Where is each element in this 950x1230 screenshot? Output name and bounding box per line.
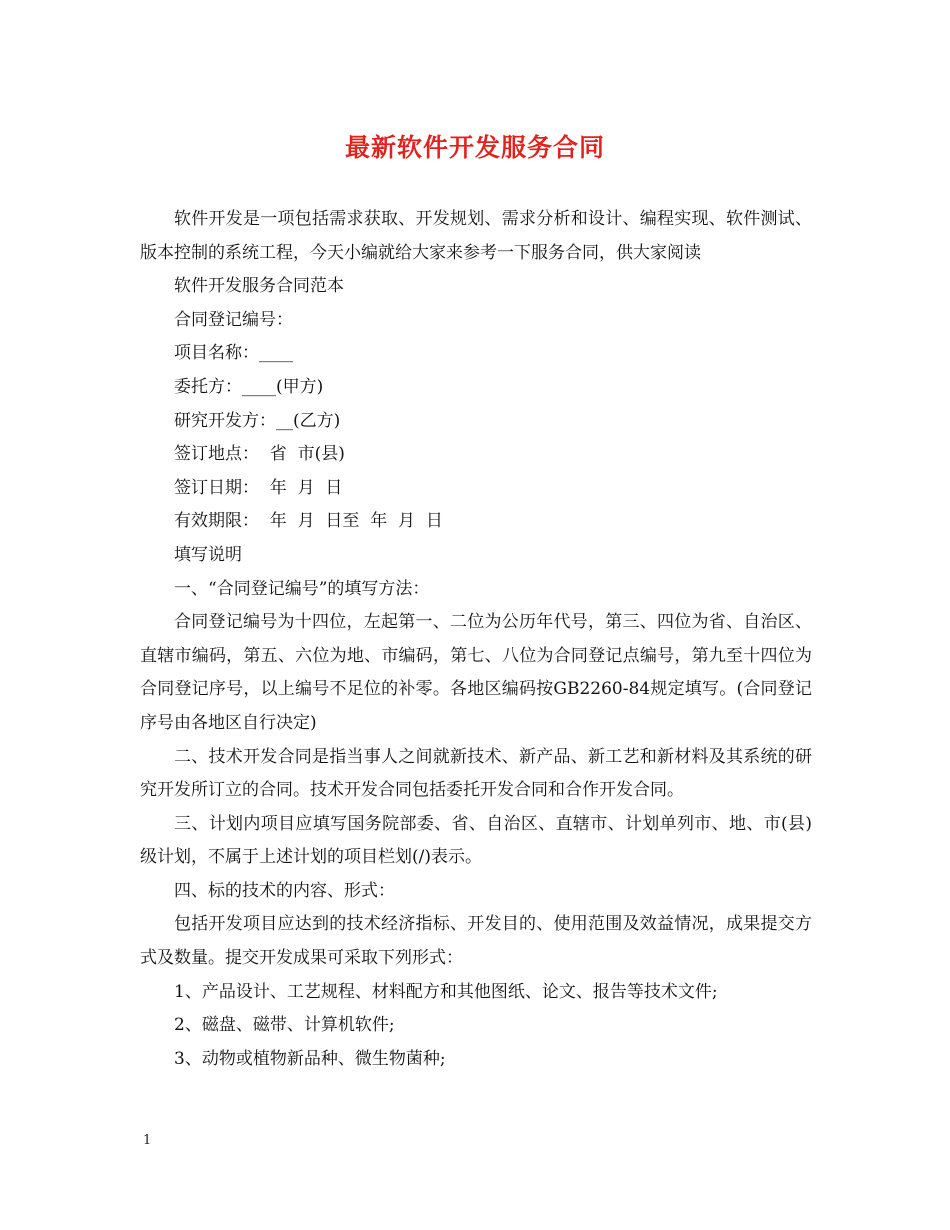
paragraph-developer: 研究开发方：__(乙方) — [174, 410, 341, 431]
list-item-3: 3、动物或植物新品种、微生物菌种; — [174, 1048, 446, 1069]
paragraph-intro: 软件开发是一项包括需求获取、开发规划、需求分析和设计、编程实现、软件测试、版本控制的系统工程，今天小编就给大家来参考一下服务合同，供大家阅读 — [140, 209, 812, 263]
paragraph-template-heading: 软件开发服务合同范本 — [174, 276, 344, 297]
paragraph-validity-period: 有效期限： 年 月 日至 年 月 日 — [174, 511, 443, 532]
paragraph-signing-place: 签订地点： 省 市(县) — [174, 444, 345, 465]
list-item-1: 1、产品设计、工艺规程、材料配方和其他图纸、论文、报告等技术文件; — [174, 981, 718, 1002]
paragraph-section-3: 三、计划内项目应填写国务院部委、省、自治区、直辖市、计划单列市、地、市(县)级计划，不属于上述计划的项目栏划(/)表示。 — [140, 813, 812, 868]
document-body — [140, 203, 812, 1076]
paragraph-section-4-body: 包括开发项目应达到的技术经济指标、开发目的、使用范围及效益情况，成果提交方式及数量。提交开发成果可采取下列形式： — [140, 914, 812, 969]
paragraph-section-2: 二、技术开发合同是指当事人之间就新技术、新产品、新工艺和新材料及其系统的研究开发所订立的合同。技术开发合同包括委托开发合同和合作开发合同。 — [140, 746, 812, 801]
paragraph-signing-date: 签订日期： 年 月 日 — [174, 477, 343, 498]
paragraph-instructions-heading: 填写说明 — [174, 544, 242, 565]
page-number: 1 — [143, 1133, 152, 1148]
document-title: 最新软件开发服务合同 — [344, 133, 605, 162]
paragraph-project-name: 项目名称：____ — [174, 343, 293, 364]
paragraph-section-1-body: 合同登记编号为十四位，左起第一、二位为公历年代号，第三、四位为省、自治区、直辖市编码，第五、六位为地、市编码，第七、八位为合同登记点编号，第九至十四位为合同登记序号，以上编号不足位的补零。各地区编码按GB2260-84规定填写。(合同登记序号由各地区自行决定) — [140, 612, 812, 733]
paragraph-contract-number: 合同登记编号： — [174, 309, 293, 330]
list-item-2: 2、磁盘、磁带、计算机软件; — [174, 1015, 395, 1036]
paragraph-section-1-heading: 一、“合同登记编号”的填写方法： — [174, 578, 430, 599]
paragraph-client: 委托方：____(甲方) — [174, 376, 324, 397]
paragraph-section-4-heading: 四、标的技术的内容、形式： — [174, 880, 395, 901]
